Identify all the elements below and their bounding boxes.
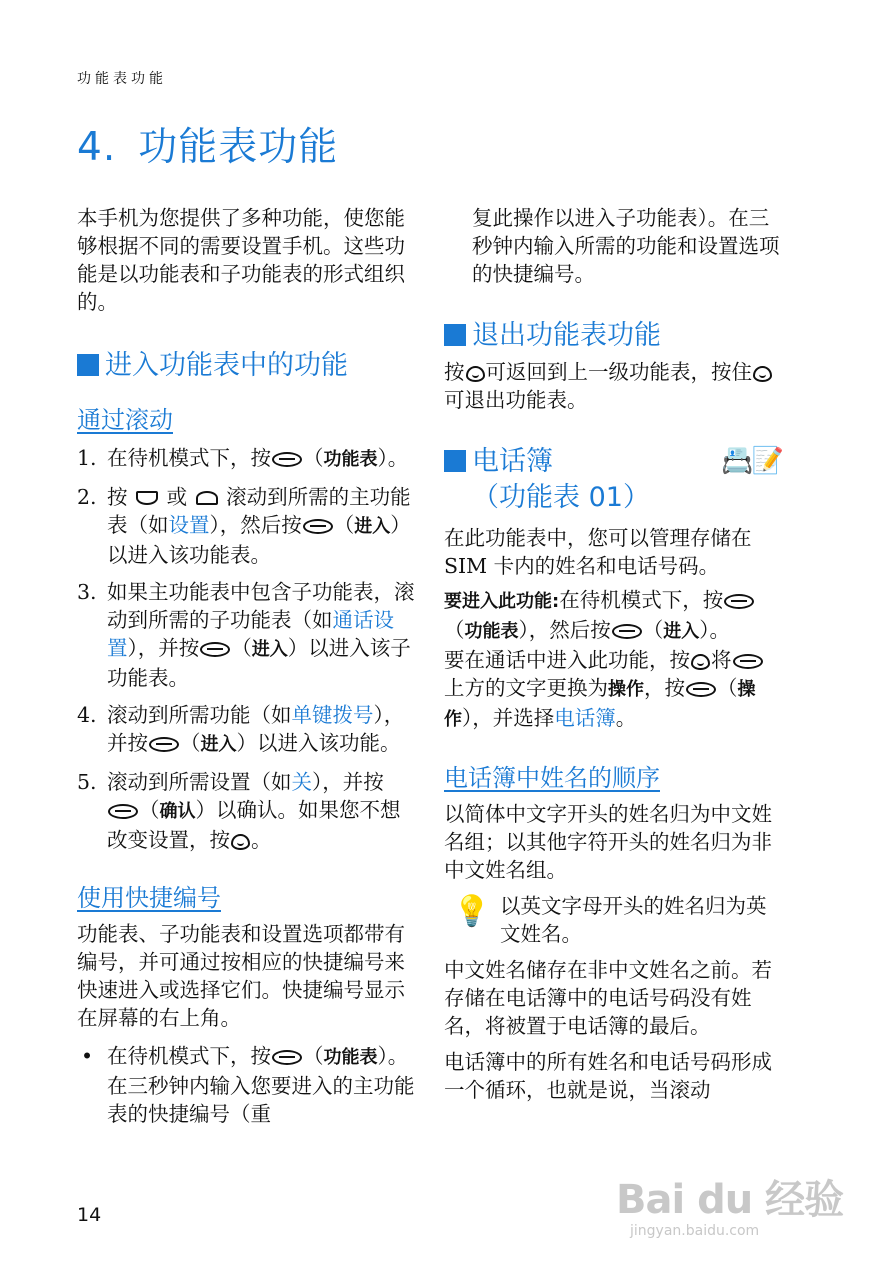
list-item: • 在待机模式下，按 （功能表）。在三秒钟内输入您要进入的主功能表的快捷编号（重: [81, 1044, 415, 1126]
chapter-number: 4.: [77, 125, 117, 170]
menu-key-icon: [612, 624, 642, 639]
square-bullet-icon: [444, 450, 466, 472]
clear-key-icon: [231, 834, 250, 850]
key-label: 功能表: [323, 449, 378, 470]
intro-paragraph: 本手机为您提供了多种功能，使您能够根据不同的需要设置手机。这些功能是以功能表和子功能表的形式组织的。: [77, 206, 405, 314]
key-label: 进入: [663, 621, 700, 642]
menu-key-icon: [272, 1050, 302, 1065]
step-number: 4.: [77, 703, 97, 727]
menu-key-icon: [686, 682, 716, 697]
menu-name-link: 关: [291, 770, 312, 794]
watermark-url: jingyan.baidu.com: [630, 1223, 760, 1239]
menu-name-link: 单键拨号: [291, 703, 374, 727]
phonebook-intro: 在此功能表中，您可以管理存储在 SIM 卡内的姓名和电话号码。: [444, 526, 752, 578]
tip-note: [444, 892, 782, 948]
bullet-list: [77, 1042, 415, 1128]
subheading-scroll: 通过滚动: [77, 406, 173, 434]
menu-key-icon: [733, 654, 763, 669]
clear-key-icon: [466, 366, 485, 382]
page-number: 14: [77, 1204, 102, 1226]
list-item: 5. 滚动到所需设置（如关），并按（确认）以确认。如果您不想改变设置，按 。: [77, 770, 401, 852]
key-label: 确认: [159, 801, 196, 822]
key-label: 功能表: [323, 1047, 378, 1068]
section-heading-phonebook-text: 电话簿: [472, 446, 553, 477]
key-label: 功能表: [464, 621, 519, 642]
access-lead: 要进入此功能:: [444, 591, 560, 612]
key-label: 进入: [251, 639, 288, 660]
square-bullet-icon: [444, 324, 466, 346]
tip-text: 以英文字母开头的姓名归为英文姓名。: [500, 894, 767, 946]
list-item: 2. 按 或 滚动到所需的主功能表（如设置），然后按 （进入）以进入该功能表。: [77, 485, 411, 567]
subheading-shortcut: 使用快捷编号: [77, 884, 221, 912]
square-bullet-icon: [77, 354, 99, 376]
section-heading-enter: [77, 348, 415, 384]
list-item: 1. 在待机模式下，按 （功能表）。: [77, 446, 409, 470]
section-heading-enter-text: 进入功能表中的功能: [105, 350, 348, 381]
clear-key-icon: [691, 654, 710, 670]
lightbulb-icon: 💡: [453, 894, 491, 929]
menu-name-link: 通话设置: [107, 608, 394, 660]
key-label: 进入: [354, 516, 391, 537]
bullet-mark: •: [81, 1044, 94, 1068]
list-item: 3. 如果主功能表中包含子功能表，滚动到所需的子功能表（如通话设置），并按 （进入）以进入该子功能表。: [77, 580, 415, 690]
chapter-title-text: 功能表功能: [138, 125, 339, 170]
menu-key-icon: [724, 594, 754, 609]
phonebook-access: 要进入此功能:在待机模式下，按（功能表），然后按 （进入）。: [444, 586, 782, 646]
section-heading-exit-text: 退出功能表功能: [472, 320, 661, 351]
step-number: 2.: [77, 485, 97, 509]
list-item: 4. 滚动到所需功能（如单键拨号），并按 （进入）以进入该功能。: [77, 703, 405, 755]
steps-list: [77, 444, 415, 854]
order-paragraph: 以简体中文字开头的姓名归为中文姓名组；以其他字符开头的姓名归为非中文姓名组。: [444, 802, 772, 882]
subheading-order: 电话簿中姓名的顺序: [444, 764, 660, 792]
key-label: 操作: [608, 679, 644, 700]
step-number: 1.: [77, 446, 97, 470]
step-number: 3.: [77, 580, 97, 604]
menu-key-icon: [108, 804, 138, 819]
phonebook-icon: 📇📝: [721, 446, 782, 476]
bullet-continuation: 复此操作以进入子功能表）。在三秒钟内输入所需的功能和设置选项的快捷编号。: [472, 206, 780, 286]
scroll-down-icon: [136, 491, 158, 505]
step-number: 5.: [77, 770, 97, 794]
order-paragraph-2: 中文姓名储存在非中文姓名之前。若存储在电话簿中的电话号码没有姓名，将被置于电话簿的最后。: [444, 958, 772, 1038]
menu-key-icon: [149, 737, 179, 752]
order-paragraph-3: 电话簿中的所有姓名和电话号码形成一个循环，也就是说，当滚动: [444, 1050, 772, 1102]
phonebook-in-call: 要在通话中进入此功能，按 将上方的文字更换为操作，按 （操作），并选择电话簿。: [444, 646, 782, 734]
scroll-up-icon: [196, 491, 218, 505]
chapter-title: [77, 116, 338, 172]
section-heading-phonebook-sub: （功能表 01）: [472, 482, 650, 513]
menu-name-link: 电话簿: [554, 706, 616, 730]
menu-name-link: 设置: [168, 513, 210, 537]
left-column: [77, 204, 415, 1128]
section-heading-exit: [444, 318, 782, 354]
shortcut-paragraph: 功能表、子功能表和设置选项都带有编号，并可通过按相应的快捷编号来快速进入或选择它们。快捷编号显示在屏幕的右上角。: [77, 922, 405, 1030]
menu-key-icon: [272, 452, 302, 467]
running-head: 功能表功能: [77, 71, 167, 87]
menu-key-icon: [200, 642, 230, 657]
clear-key-icon: [753, 366, 772, 382]
key-label: 操作: [444, 679, 756, 730]
key-label: 进入: [200, 734, 237, 755]
menu-key-icon: [303, 519, 333, 534]
phonebook-header: [444, 444, 782, 516]
watermark-logo: Bai du 经验: [616, 1177, 844, 1223]
watermark: [616, 1168, 843, 1239]
exit-paragraph: 按 可返回到上一级功能表，按住可退出功能表。: [444, 358, 782, 414]
right-column: [444, 204, 782, 1104]
